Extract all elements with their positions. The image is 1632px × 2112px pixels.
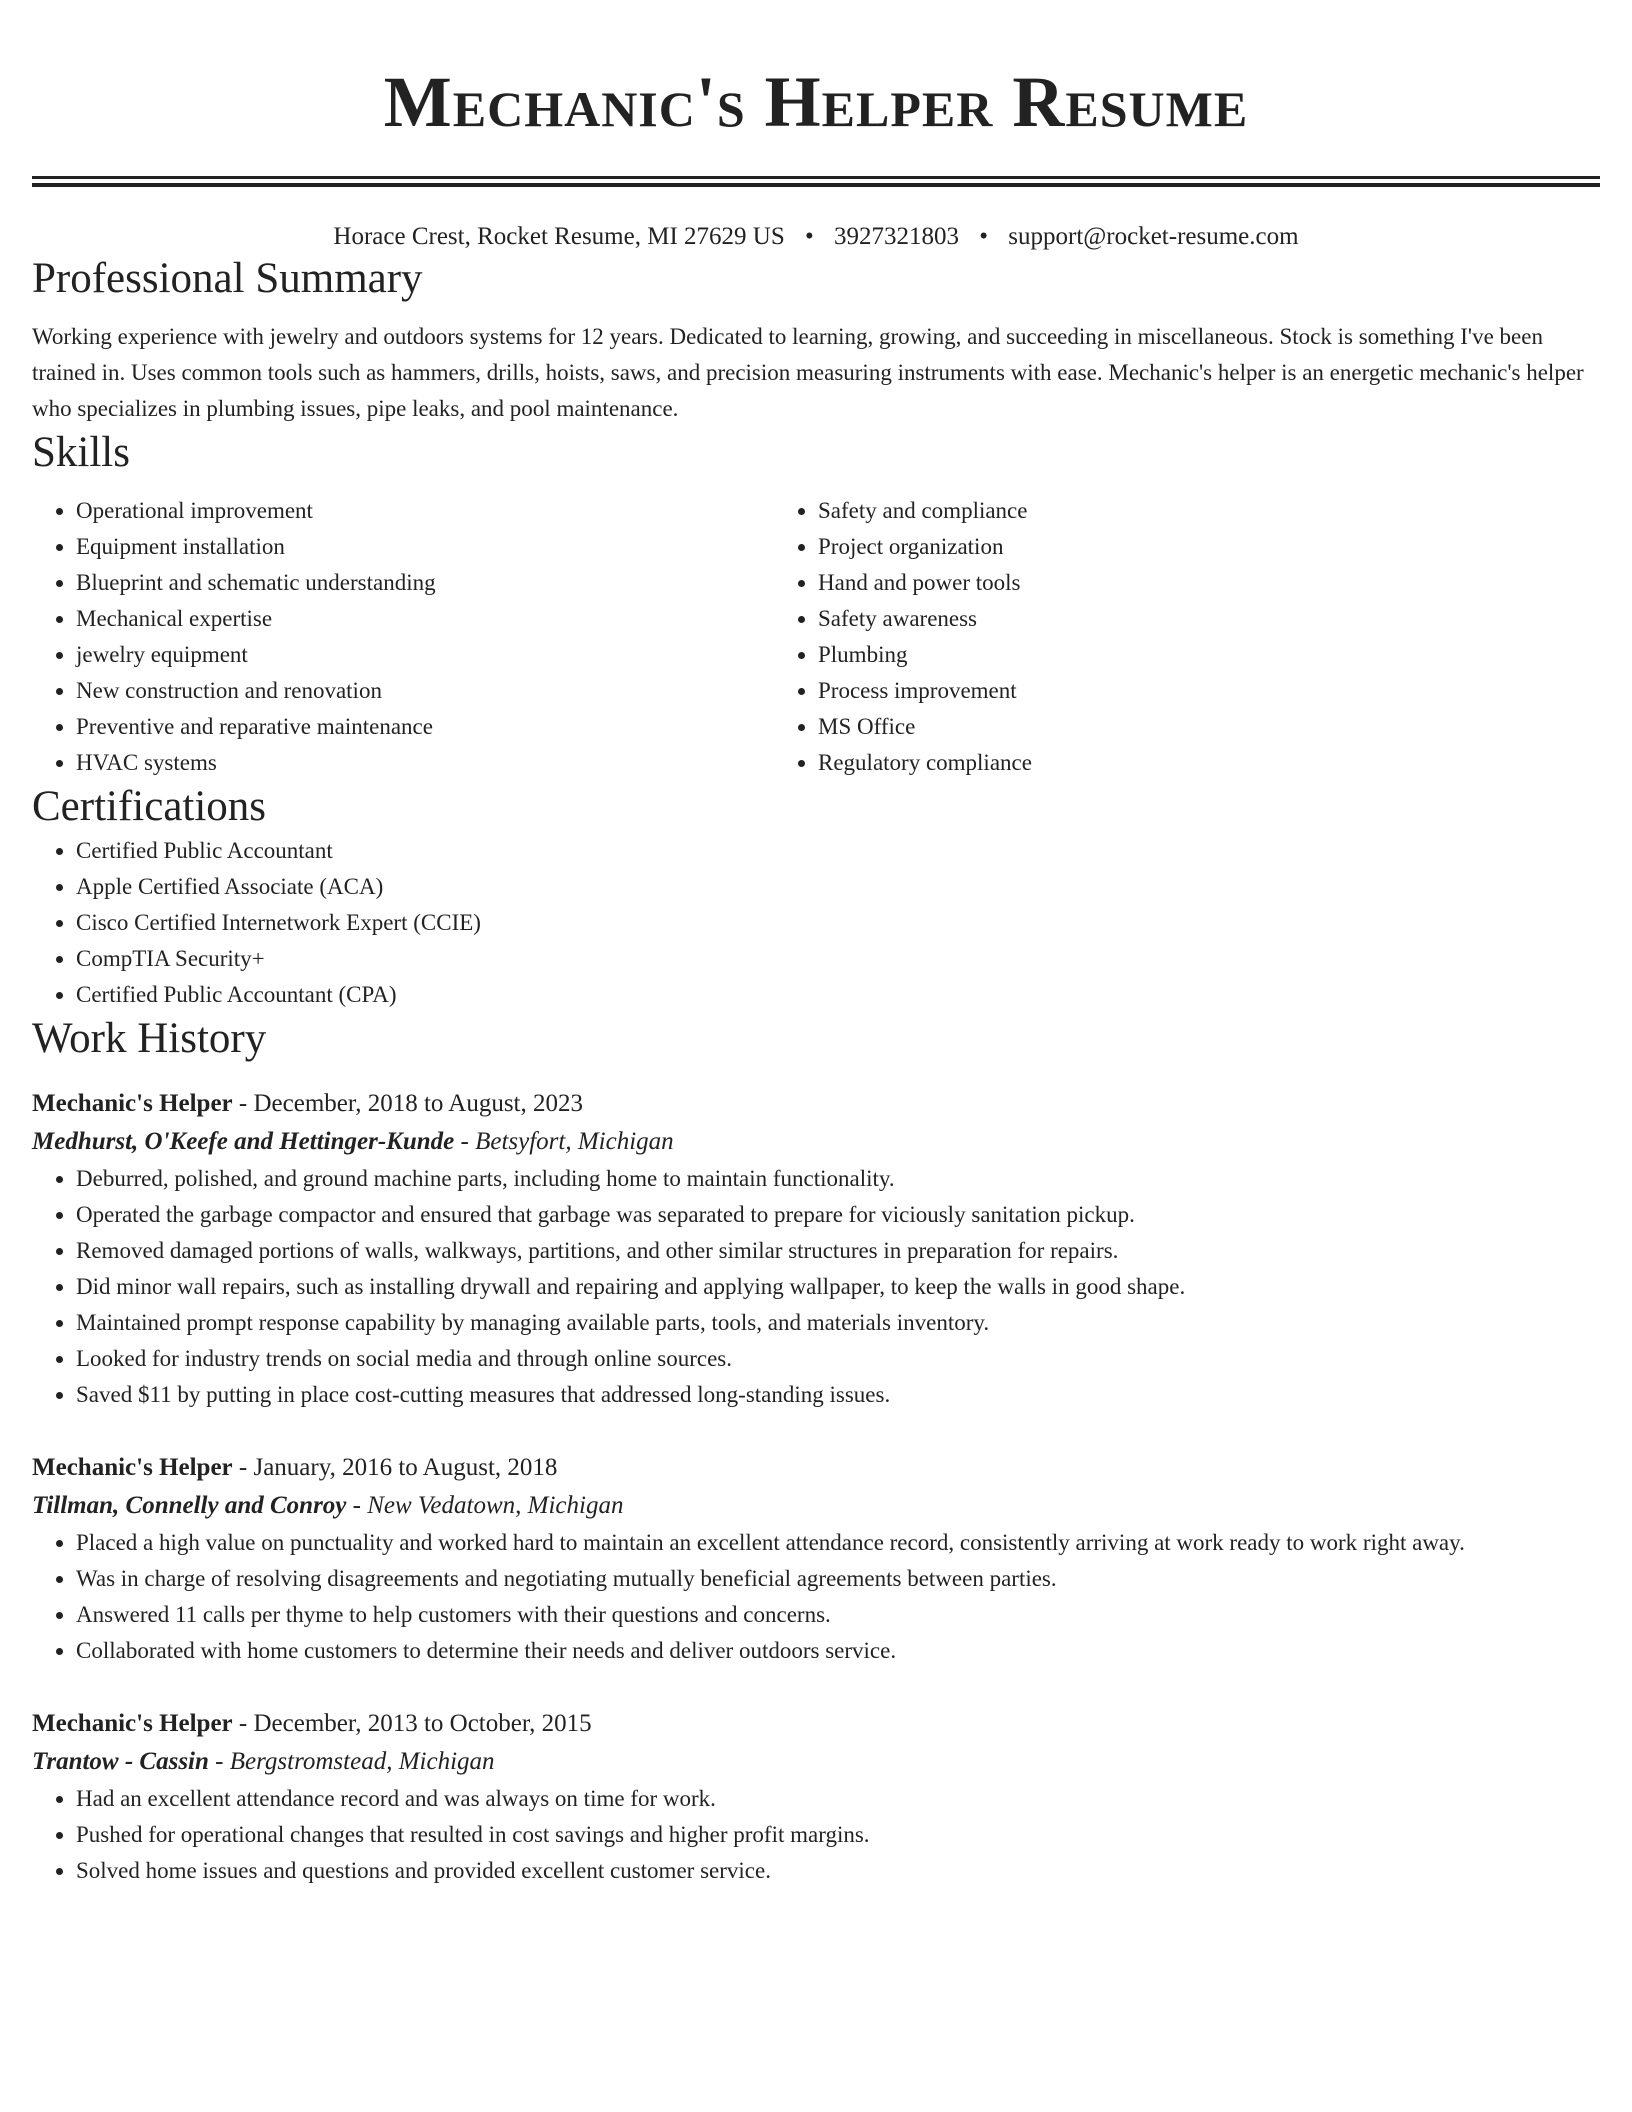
job-entry [32,1705,1600,1889]
certifications-list [32,833,1600,1013]
job-dash: - [238,1710,254,1737]
job-duties-list [32,1781,1600,1889]
certifications-heading: Certifications [32,783,267,830]
job-dash: - [460,1128,476,1155]
skill-item: • HVAC systems [76,745,774,781]
job-duty: • Was in charge of resolving disagreements and negotiating mutually beneficial agreements between parties. [76,1561,1600,1597]
job-entry [32,1085,1600,1413]
work-history-heading: Work History [32,1015,267,1062]
job-location: Bergstromstead, Michigan [229,1748,495,1775]
contact-separator: • [804,223,814,250]
job-company: Tillman, Connelly and Conroy [32,1492,347,1519]
job-duty: • Maintained prompt response capability by managing available parts, tools, and materials inventory. [76,1305,1600,1341]
job-duty: • Pushed for operational changes that resulted in cost savings and higher profit margins. [76,1817,1600,1853]
job-dash: - [238,1454,254,1481]
skill-item: • MS Office [818,709,1516,745]
job-duties-list [32,1525,1600,1669]
job-title-line [32,1449,1600,1487]
skill-item: • Mechanical expertise [76,601,774,637]
skill-item: • Regulatory compliance [818,745,1516,781]
job-dash: - [352,1492,368,1519]
skill-item: • Safety awareness [818,601,1516,637]
job-duty: • Saved $11 by putting in place cost-cutting measures that addressed long-standing issues. [76,1377,1600,1413]
job-duty: • Operated the garbage compactor and ensured that garbage was separated to prepare for viciously sanitation pickup. [76,1197,1600,1233]
skill-item: • Operational improvement [76,493,774,529]
skills-list-left [32,493,774,781]
contact-separator: • [979,223,989,250]
skills-list-right [774,493,1516,781]
job-title-line [32,1705,1600,1743]
skill-item: • Safety and compliance [818,493,1516,529]
title-divider [32,176,1600,187]
job-company: Medhurst, O'Keefe and Hettinger-Kunde [32,1128,455,1155]
skill-item: • New construction and renovation [76,673,774,709]
summary-heading: Professional Summary [32,255,423,302]
skill-item: • Hand and power tools [818,565,1516,601]
job-dash: - [238,1090,254,1117]
job-location: Betsyfort, Michigan [475,1128,674,1155]
job-dates: January, 2016 to August, 2018 [253,1454,558,1481]
contact-line [32,221,1600,253]
job-title-line [32,1085,1600,1123]
certification-item: • Certified Public Accountant [76,833,1600,869]
skills-grid [32,493,1600,781]
job-duties-list [32,1161,1600,1413]
job-company-line [32,1123,1600,1161]
job-duty: • Placed a high value on punctuality and worked hard to maintain an excellent attendance record, consistently arriving at work ready to work right away. [76,1525,1600,1561]
certification-item: • Certified Public Accountant (CPA) [76,977,1600,1013]
summary-text: Working experience with jewelry and outdoors systems for 12 years. Dedicated to learning, growing, and succeeding in miscellaneous. Stock is something I've been trained in. Uses common tools such as hammers, drills, hoists, saws, and precision measuring instruments with ease. Mechanic's helper is an energetic mechanic's helper who specializes in plumbing issues, pipe leaks, and pool maintenance. [32,324,1584,421]
job-duty: • Solved home issues and questions and provided excellent customer service. [76,1853,1600,1889]
resume-page [32,0,1600,1889]
skill-item: • Project organization [818,529,1516,565]
job-location: New Vedatown, Michigan [367,1492,624,1519]
certification-item: • Apple Certified Associate (ACA) [76,869,1600,905]
job-role: Mechanic's Helper [32,1710,233,1737]
job-duty: • Removed damaged portions of walls, walkways, partitions, and other similar structures in preparation for repairs. [76,1233,1600,1269]
job-duty: • Collaborated with home customers to determine their needs and deliver outdoors service. [76,1633,1600,1669]
contact-phone: 3927321803 [834,223,959,250]
certification-item: • CompTIA Security+ [76,941,1600,977]
contact-email: support@rocket-resume.com [1008,223,1299,250]
certification-item: • Cisco Certified Internetwork Expert (CCIE) [76,905,1600,941]
skill-item: • jewelry equipment [76,637,774,673]
skill-item: • Blueprint and schematic understanding [76,565,774,601]
job-duty: • Looked for industry trends on social media and through online sources. [76,1341,1600,1377]
skill-item: • Equipment installation [76,529,774,565]
page-title: Mechanic's Helper Resume [383,62,1249,142]
job-duty: • Had an excellent attendance record and was always on time for work. [76,1781,1600,1817]
job-company-line [32,1743,1600,1781]
job-role: Mechanic's Helper [32,1090,233,1117]
job-entry [32,1449,1600,1669]
job-duty: • Answered 11 calls per thyme to help customers with their questions and concerns. [76,1597,1600,1633]
skills-column-left [32,493,774,781]
job-duty: • Deburred, polished, and ground machine parts, including home to maintain functionality. [76,1161,1600,1197]
skill-item: • Process improvement [818,673,1516,709]
job-dash: - [215,1748,230,1775]
skills-column-right [774,493,1516,781]
skills-heading: Skills [32,429,130,476]
skill-item: • Plumbing [818,637,1516,673]
job-company-line [32,1487,1600,1525]
job-role: Mechanic's Helper [32,1454,233,1481]
job-dates: December, 2013 to October, 2015 [253,1710,592,1737]
job-duty: • Did minor wall repairs, such as installing drywall and repairing and applying wallpaper, to keep the walls in good shape. [76,1269,1600,1305]
job-company: Trantow - Cassin [32,1748,209,1775]
contact-address: Horace Crest, Rocket Resume, MI 27629 US [333,223,785,250]
skill-item: • Preventive and reparative maintenance [76,709,774,745]
job-dates: December, 2018 to August, 2023 [253,1090,583,1117]
